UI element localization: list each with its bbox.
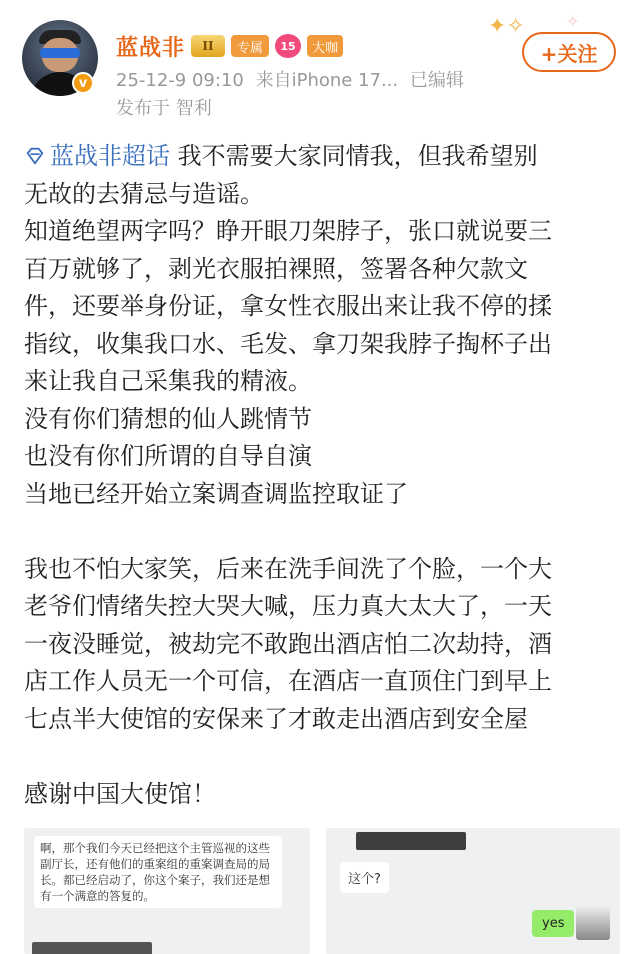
post-line: 感谢中国大使馆！ bbox=[24, 779, 216, 808]
avatar-glasses bbox=[40, 48, 80, 58]
star-icon: ✧ bbox=[566, 12, 580, 31]
post-line bbox=[24, 738, 620, 776]
exclusive-badge[interactable]: 专属 bbox=[231, 35, 269, 57]
diamond-icon bbox=[24, 145, 46, 167]
chat-bubble-reply: yes bbox=[532, 910, 574, 937]
post-line: 店工作人员无一个可信，在酒店一直顶住门到早上 bbox=[24, 667, 552, 695]
post-content bbox=[24, 138, 620, 813]
post-line: 知道绝望两字吗？睁开眼刀架脖子，张口就说要三 bbox=[24, 217, 552, 245]
post-line: 也没有你们所谓的自导自演 bbox=[24, 442, 312, 470]
chat-avatar bbox=[576, 906, 610, 940]
post-line: 件，还要举身份证，拿女性衣服出来让我不停的揉 bbox=[24, 292, 552, 320]
post-source[interactable]: 来自iPhone 17... bbox=[255, 70, 399, 91]
crown-badge-icon[interactable]: II bbox=[191, 35, 225, 57]
post-line: 没有你们猜想的仙人跳情节 bbox=[24, 404, 312, 433]
post-line: 一夜没睡觉，被劫完不敢跑出酒店怕二次劫持，酒 bbox=[24, 629, 552, 658]
user-name[interactable]: 蓝战非 bbox=[116, 35, 186, 61]
post-line bbox=[24, 138, 620, 176]
chat-bubble: 啊，那个我们今天已经把这个主管巡视的这些副厅长，还有他们的重案组的重案调查局的局长。都已经启动了，你这个案子，我们还是想有一个满意的答复的。 bbox=[34, 836, 282, 908]
published-location: 发布于 智利 bbox=[116, 98, 212, 119]
post-line: 指纹，收集我口水、毛发、拿刀架我脖子掏杯子出 bbox=[24, 329, 552, 358]
image-thumbnail-2[interactable] bbox=[326, 828, 620, 954]
post-line: 无故的去猜忌与造谣。 bbox=[24, 179, 264, 208]
post-line: 来让我自己采集我的精液。 bbox=[24, 367, 312, 395]
chat-bar bbox=[356, 832, 466, 850]
post-line: 我也不怕大家笑，后来在洗手间洗了个脸，一个大 bbox=[24, 554, 552, 583]
post-line: 老爷们情绪失控大哭大喊，压力真大太大了，一天 bbox=[24, 592, 552, 620]
post-line: 百万就够了，剥光衣服拍裸照，签署各种欠款文 bbox=[24, 254, 528, 283]
name-row bbox=[116, 30, 343, 62]
post-meta bbox=[116, 66, 470, 92]
post-line: 七点半大使馆的安保来了才敢走出酒店到安全屋 bbox=[24, 704, 528, 733]
edited-label[interactable]: 已编辑 bbox=[409, 70, 464, 91]
post-line bbox=[24, 513, 620, 551]
verified-icon: v bbox=[72, 72, 94, 94]
sparkle-icon: ✦✧ bbox=[488, 14, 525, 39]
topic-label[interactable]: 蓝战非超话 bbox=[50, 142, 170, 170]
image-thumbnail-1[interactable] bbox=[24, 828, 310, 954]
vip-badge[interactable]: 大咖 bbox=[307, 35, 343, 57]
chat-bubble: 这个? bbox=[340, 862, 389, 893]
chat-bar bbox=[32, 942, 152, 954]
post-date: 25-12-9 09:10 bbox=[116, 70, 244, 91]
level-badge-icon[interactable]: 15 bbox=[275, 34, 301, 58]
follow-button[interactable]: +关注 bbox=[522, 32, 616, 72]
post-line: 当地已经开始立案调查调监控取证了 bbox=[24, 479, 408, 508]
post-header bbox=[0, 0, 640, 130]
topic-link[interactable] bbox=[24, 142, 178, 170]
post-text: 我不需要大家同情我，但我希望别 bbox=[177, 142, 538, 170]
post-images bbox=[24, 828, 620, 954]
